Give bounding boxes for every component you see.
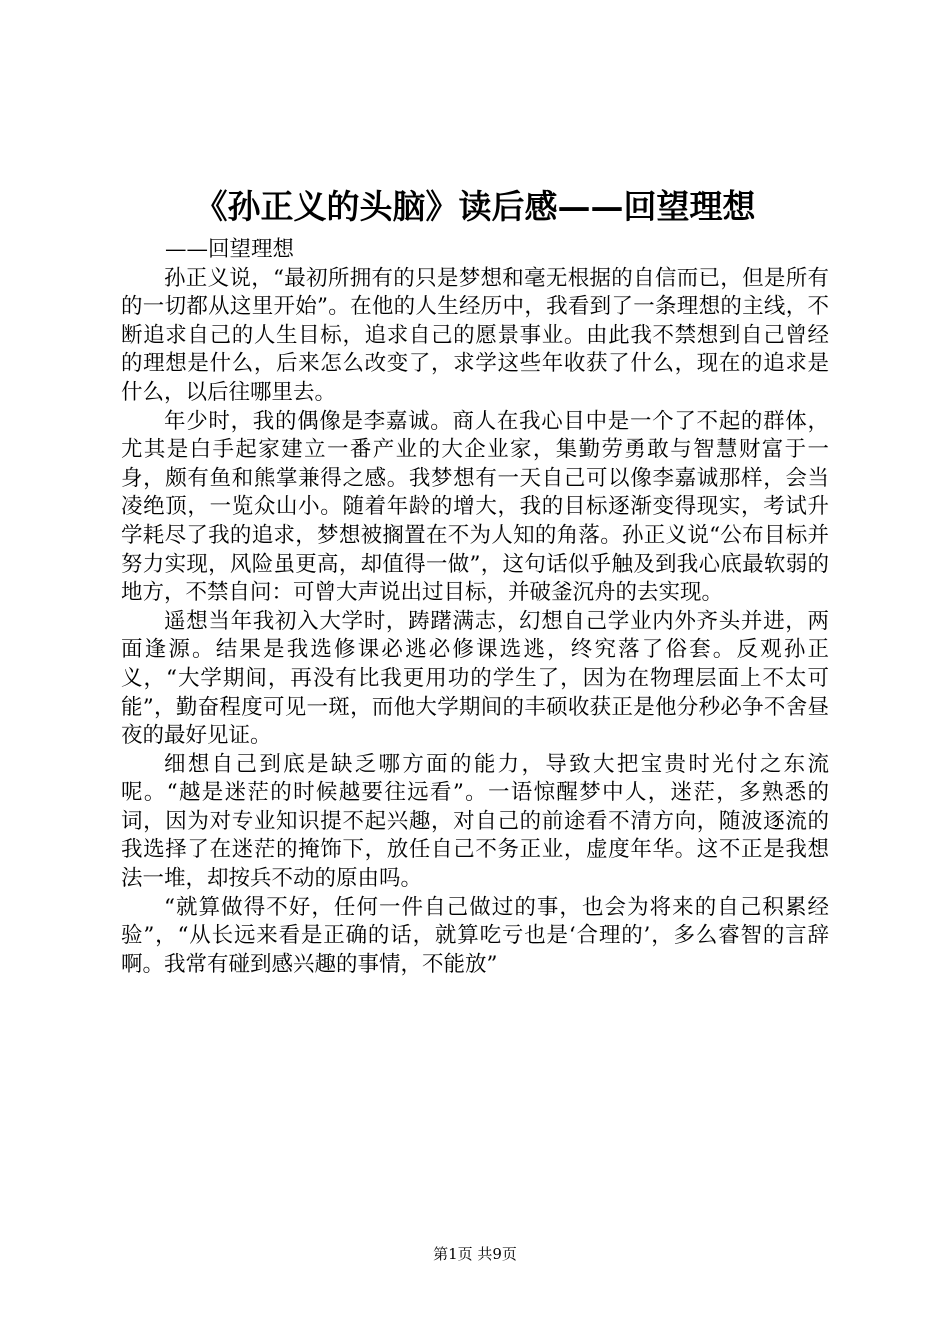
document-body <box>121 236 829 979</box>
paragraph-3: 遥想当年我初入大学时，踌躇满志，幻想自己学业内外齐头并进，两面逢源。结果是我选修课必逃必修课选逃，终究落了俗套。反观孙正义，“大学期间，再没有比我更用功的学生了，因为在物理层面上不太可能”，勤奋程度可见一斑，而他大学期间的丰硕收获正是他分秒必争不舍昼夜的最好见证。 <box>121 608 829 749</box>
page-footer: 第1页 共9页 <box>433 1245 517 1263</box>
paragraph-5: “就算做得不好，任何一件自己做过的事，也会为将来的自己积累经验”，“从长远来看是正确的话，就算吃亏也是‘合理的’，多么睿智的言辞啊。我常有碰到感兴趣的事情，不能放” <box>121 894 829 977</box>
document-subtitle: ——回望理想 <box>165 237 295 262</box>
paragraph-4: 细想自己到底是缺乏哪方面的能力，导致大把宝贵时光付之东流呢。“越是迷茫的时候越要往远看”。一语惊醒梦中人，迷茫，多熟悉的词，因为对专业知识提不起兴趣，对自己的前途看不清方向，随波逐流的我选择了在迷茫的掩饰下，放任自己不务正业，虚度年华。这不正是我想法一堆，却按兵不动的原由吗。 <box>121 751 829 892</box>
paragraph-1: 孙正义说，“最初所拥有的只是梦想和毫无根据的自信而已，但是所有的一切都从这里开始”。在他的人生经历中，我看到了一条理想的主线，不断追求自己的人生目标，追求自己的愿景事业。由此我不禁想到自己曾经的理想是什么，后来怎么改变了，求学这些年收获了什么，现在的追求是什么，以后往哪里去。 <box>121 265 829 405</box>
paragraph-2: 年少时，我的偶像是李嘉诚。商人在我心目中是一个了不起的群体，尤其是白手起家建立一番产业的大企业家，集勤劳勇敢与智慧财富于一身，颇有鱼和熊掌兼得之感。我梦想有一天自己可以像李嘉诚那样，会当凌绝顶，一览众山小。随着年龄的增大，我的目标逐渐变得现实，考试升学耗尽了我的追求，梦想被搁置在不为人知的角落。孙正义说“公布目标并努力实现，风险虽更高，却值得一做”，这句话似乎触及到我心底最软弱的地方，不禁自问：可曾大声说出过目标，并破釜沉舟的去实现。 <box>121 408 829 606</box>
document-title: 《孙正义的头脑》读后感——回望理想 <box>194 187 756 226</box>
